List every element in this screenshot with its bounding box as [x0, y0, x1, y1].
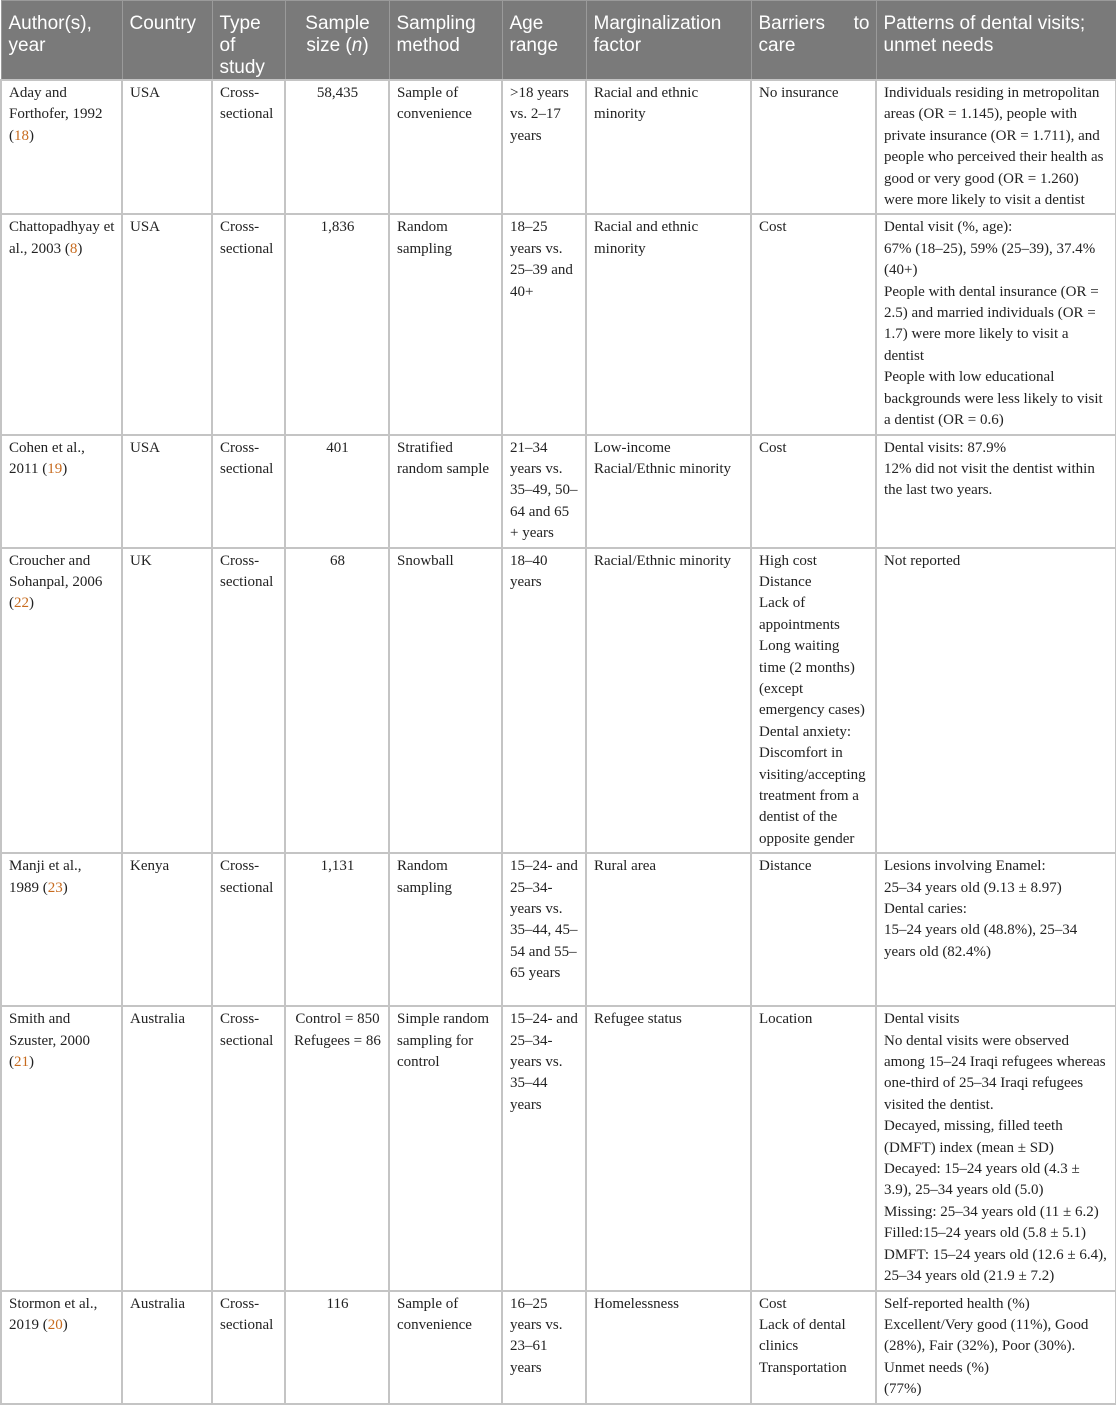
cell-barriers: [751, 548, 876, 854]
cell-barriers-line: Cost: [759, 219, 787, 236]
cell-sampling: Random sampling: [389, 853, 502, 1006]
cell-barriers-line: Lack of dental clinics: [759, 1316, 846, 1355]
cell-barriers-line: Long waiting time (2 months) (except emergency cases): [759, 638, 865, 719]
header-sample-n: n: [351, 35, 363, 56]
cell-type: Cross-sectional: [212, 548, 285, 854]
cell-age: 15–24- and 25–34-years vs. 35–44 years: [502, 1006, 586, 1290]
header-barriers: Barriers to care: [751, 1, 876, 81]
header-marginalization: Marginalization factor: [586, 1, 751, 81]
cell-patterns-line: Lesions involving Enamel:: [884, 858, 1046, 875]
cell-age: 18–25 years vs. 25–39 and 40+: [502, 214, 586, 434]
header-patterns: Patterns of dental visits; unmet needs: [876, 1, 1116, 81]
cell-country: USA: [122, 80, 212, 214]
cell-marginalization: [586, 853, 751, 1006]
cell-sampling: Stratified random sample: [389, 435, 502, 548]
cell-barriers: [751, 435, 876, 548]
cell-patterns-line: DMFT: 15–24 years old (12.6 ± 6.4), 25–34 years old (21.9 ± 7.2): [884, 1246, 1107, 1285]
cell-barriers-line: Cost: [759, 1295, 787, 1312]
cell-barriers-line: Transportation: [759, 1359, 847, 1376]
cell-marginalization-line: Homelessness: [594, 1295, 679, 1312]
cell-patterns: [876, 435, 1116, 548]
cell-barriers: [751, 1006, 876, 1290]
cell-patterns-line: Unmet needs (%): [884, 1359, 989, 1376]
table-body: [1, 80, 1116, 1404]
cell-country: Australia: [122, 1291, 212, 1404]
cell-author: [1, 853, 122, 1006]
cell-patterns-line: No dental visits were observed among 15–24 Iraqi refugees whereas one-third of 25–34 Iraqi refugees visited the dentist.: [884, 1032, 1106, 1113]
cell-patterns-line: Decayed, missing, filled teeth (DMFT) index (mean ± SD): [884, 1118, 1063, 1156]
cell-patterns: [876, 1291, 1116, 1404]
cell-sample-size: [285, 1006, 389, 1290]
cell-patterns-line: Excellent/Very good (11%), Good (28%), Fair (32%), Poor (30%).: [884, 1316, 1089, 1355]
cell-patterns-line: Missing: 25–34 years old (11 ± 6.2): [884, 1203, 1099, 1220]
author-close: ): [62, 1316, 68, 1333]
cell-barriers-line: Location: [759, 1011, 813, 1028]
cell-patterns-line: 67% (18–25), 59% (25–39), 37.4% (40+): [884, 240, 1096, 279]
cell-country: USA: [122, 435, 212, 548]
author-text: Stormon et al., 2019 (: [9, 1295, 98, 1333]
reference-link[interactable]: 22: [14, 595, 29, 612]
cell-marginalization-line: Racial/Ethnic minority: [594, 552, 732, 569]
cell-barriers: [751, 80, 876, 214]
cell-sampling: Simple random sampling for control: [389, 1006, 502, 1290]
header-type: Type of study: [212, 1, 285, 81]
author-text: Croucher and Sohanpal, 2006 (: [9, 552, 103, 612]
author-close: ): [29, 127, 34, 144]
cell-age: 15–24- and 25–34-years vs. 35–44, 45–54 and 55–65 years: [502, 853, 586, 1006]
cell-sample-size-line: 58,435: [316, 85, 359, 101]
table-row: [1, 435, 1116, 548]
header-row: [1, 1, 1116, 81]
cell-marginalization-line: Racial and ethnic minority: [594, 219, 699, 257]
reference-link[interactable]: 19: [47, 460, 63, 477]
cell-author: [1, 1291, 122, 1404]
reference-link[interactable]: 23: [47, 879, 63, 896]
author-close: ): [29, 1054, 34, 1071]
header-sample-suffix: ): [362, 35, 369, 56]
cell-type: Cross-sectional: [212, 853, 285, 1006]
table-row: [1, 1291, 1116, 1404]
cell-marginalization-line: Racial and ethnic minority: [594, 85, 699, 123]
cell-marginalization: [586, 80, 751, 214]
cell-barriers: [751, 1291, 876, 1404]
cell-author: [1, 435, 122, 548]
reference-link[interactable]: 21: [14, 1054, 29, 1071]
header-sample-prefix: Sample size (: [305, 13, 370, 56]
table-row: [1, 80, 1116, 214]
author-text: Smith and Szuster, 2000 (: [9, 1011, 91, 1071]
cell-sample-size-line: 1,836: [320, 219, 355, 236]
cell-barriers-line: Distance: [759, 858, 812, 875]
cell-country: UK: [122, 548, 212, 854]
cell-marginalization: [586, 214, 751, 434]
cell-sample-size: [285, 214, 389, 434]
cell-barriers-line: Dental anxiety: Discomfort in visiting/accepting treatment from a dentist of the opposite gender: [759, 723, 866, 847]
cell-sample-size-line: Refugees = 86: [294, 1032, 381, 1049]
cell-patterns-line: People with low educational backgrounds were less likely to visit a dentist (OR = 0.6): [884, 369, 1103, 429]
table-row: [1, 214, 1116, 434]
cell-marginalization: [586, 548, 751, 854]
cell-age: 18–40 years: [502, 548, 586, 854]
cell-sample-size: [285, 435, 389, 548]
table-row: [1, 1006, 1116, 1290]
cell-sample-size-line: 116: [326, 1295, 349, 1312]
cell-barriers-line: No insurance: [759, 85, 839, 101]
cell-barriers-line: Distance: [759, 573, 812, 590]
author-text: Chattopadhyay et al., 2003 (: [9, 219, 115, 257]
author-text: Manji et al., 1989 (: [9, 858, 82, 896]
cell-patterns-line: Dental visit (%, age):: [884, 219, 1013, 236]
author-close: ): [29, 595, 34, 612]
cell-barriers: [751, 214, 876, 434]
cell-sampling: Random sampling: [389, 214, 502, 434]
cell-patterns-line: 12% did not visit the dentist within the last two years.: [884, 460, 1095, 499]
header-country: Country: [122, 1, 212, 81]
cell-sample-size: [285, 548, 389, 854]
cell-marginalization-line: Racial/Ethnic minority: [594, 460, 732, 477]
cell-author: [1, 80, 122, 214]
cell-sample-size-line: 401: [326, 439, 349, 456]
cell-patterns-line: Dental visits: 87.9%: [884, 439, 1007, 456]
cell-author: [1, 1006, 122, 1290]
cell-country: Kenya: [122, 853, 212, 1006]
header-age: Age range: [502, 1, 586, 81]
table-row: [1, 853, 1116, 1006]
reference-link[interactable]: 8: [69, 240, 78, 257]
cell-barriers-line: High cost: [759, 552, 817, 569]
cell-marginalization: [586, 1291, 751, 1404]
header-sampling: Sampling method: [389, 1, 502, 81]
cell-patterns-line: Individuals residing in metropolitan areas (OR = 1.145), people with private insurance (OR = 1.711), and people who perceived their health as good or very good (OR = 1.260) were more likely to visit a dentist: [884, 85, 1104, 209]
reference-link[interactable]: 20: [47, 1316, 63, 1333]
cell-marginalization-line: Rural area: [594, 858, 657, 875]
cell-sampling: Sample of convenience: [389, 1291, 502, 1404]
author-text: Cohen et al., 2011 (: [9, 439, 85, 477]
cell-country: USA: [122, 214, 212, 434]
table-row: [1, 548, 1116, 854]
cell-age: 16–25 years vs. 23–61 years: [502, 1291, 586, 1404]
cell-author: [1, 548, 122, 854]
cell-type: Cross-sectional: [212, 435, 285, 548]
cell-sample-size-line: 68: [330, 552, 345, 569]
cell-age: >18 years vs. 2–17 years: [502, 80, 586, 214]
cell-patterns: [876, 548, 1116, 854]
cell-patterns: [876, 1006, 1116, 1290]
cell-marginalization-line: Refugee status: [594, 1011, 682, 1028]
author-close: ): [62, 460, 68, 477]
cell-sampling: Snowball: [389, 548, 502, 854]
cell-patterns: [876, 853, 1116, 1006]
cell-type: Cross-sectional: [212, 214, 285, 434]
cell-sampling: Sample of convenience: [389, 80, 502, 214]
cell-patterns-line: Not reported: [884, 552, 961, 569]
header-sample-size: [285, 1, 389, 81]
cell-marginalization: [586, 1006, 751, 1290]
cell-patterns-line: Dental caries:: [884, 901, 967, 918]
cell-sample-size: [285, 80, 389, 214]
cell-type: Cross-sectional: [212, 80, 285, 214]
cell-barriers-line: Lack of appointments: [759, 595, 840, 633]
cell-patterns-line: 25–34 years old (9.13 ± 8.97): [884, 879, 1062, 896]
cell-patterns-line: Filled:15–24 years old (5.8 ± 5.1): [884, 1225, 1086, 1242]
header-author: Author(s), year: [1, 1, 122, 81]
cell-barriers-line: Cost: [759, 439, 787, 456]
author-close: ): [77, 240, 83, 257]
cell-author: [1, 214, 122, 434]
cell-marginalization-line: Low-income: [594, 439, 671, 456]
cell-type: Cross-sectional: [212, 1006, 285, 1290]
reference-link[interactable]: 18: [14, 127, 29, 144]
cell-patterns-line: Self-reported health (%): [884, 1295, 1030, 1312]
cell-country: Australia: [122, 1006, 212, 1290]
cell-sample-size-line: Control = 850: [295, 1011, 380, 1028]
cell-barriers: [751, 853, 876, 1006]
cell-sample-size: [285, 1291, 389, 1404]
cell-patterns: [876, 80, 1116, 214]
cell-patterns-line: People with dental insurance (OR = 2.5) and married individuals (OR = 1.7) were more likely to visit a dentist: [884, 283, 1099, 364]
cell-patterns-line: (77%): [884, 1381, 922, 1398]
cell-patterns: [876, 214, 1116, 434]
cell-patterns-line: Decayed: 15–24 years old (4.3 ± 3.9), 25–34 years old (5.0): [884, 1161, 1080, 1199]
cell-patterns-line: Dental visits: [884, 1011, 960, 1028]
cell-type: Cross-sectional: [212, 1291, 285, 1404]
cell-age: 21–34 years vs. 35–49, 50–64 and 65 + years: [502, 435, 586, 548]
cell-sample-size: [285, 853, 389, 1006]
cell-marginalization: [586, 435, 751, 548]
cell-sample-size-line: 1,131: [320, 858, 355, 875]
author-close: ): [62, 879, 68, 896]
cell-patterns-line: 15–24 years old (48.8%), 25–34 years old (82.4%): [884, 922, 1078, 960]
author-text: Aday and Forthofer, 1992 (: [9, 85, 103, 144]
